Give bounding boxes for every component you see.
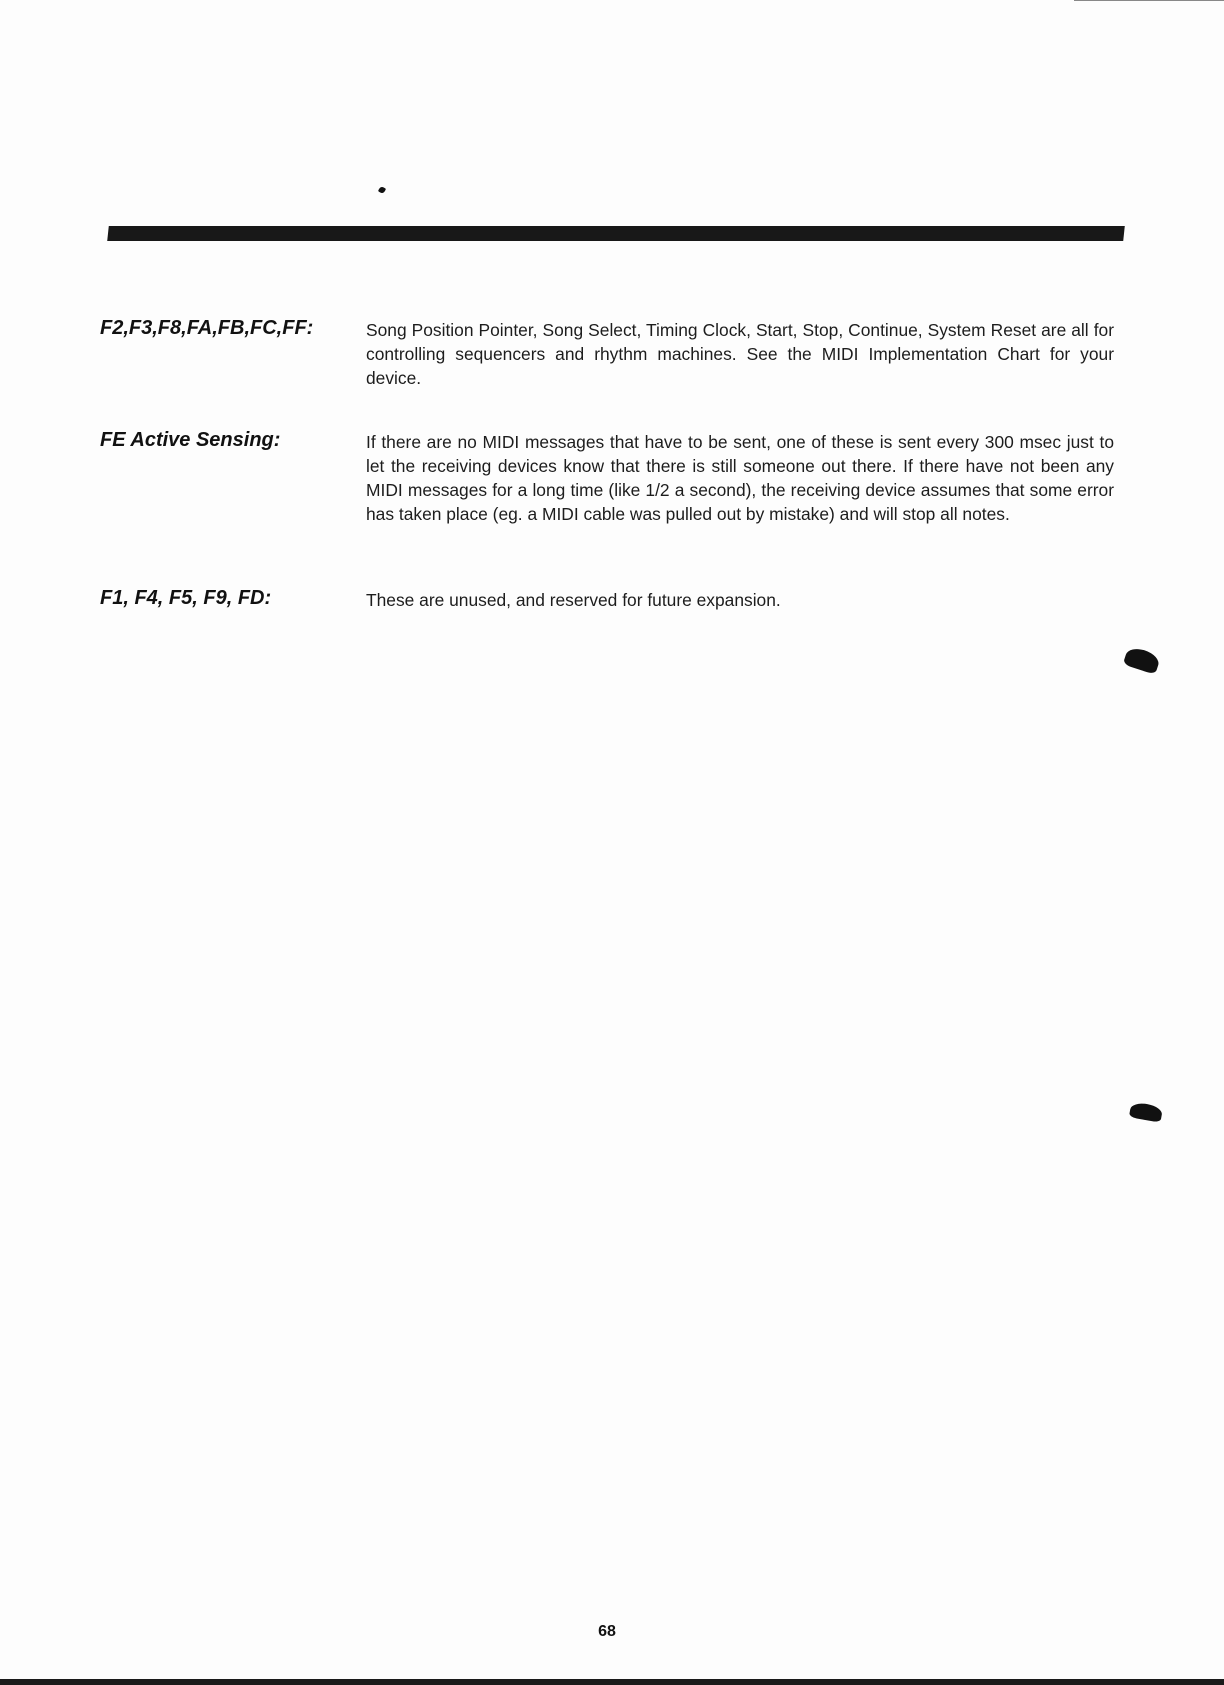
page-number: 68 [598,1623,616,1640]
footer-rule [0,1679,1224,1685]
entry-definition: Song Position Pointer, Song Select, Timing Clock, Start, Stop, Continue, System Reset are all for controlling sequencers and rhythm machines. See the MIDI Implementation Chart for your device. [366,320,1114,388]
binding-hole-mark [1123,645,1162,675]
binding-hole-mark [1129,1101,1163,1122]
scan-edge-line [1074,0,1224,1]
entry-definition: If there are no MIDI messages that have to be sent, one of these is sent every 300 msec just to let the receiving devices know that there is still someone out there. If there have not been any MIDI messages for a long time (like 1/2 a second), the receiving device assumes that some error has taken place (eg. a MIDI cable was pulled out by mistake) and will stop all notes. [366,432,1114,524]
entry-term: F1, F4, F5, F9, FD: [100,587,272,609]
header-rule [107,226,1125,241]
entry-term: F2,F3,F8,FA,FB,FC,FF: [100,317,314,339]
scan-speck [378,186,386,194]
entry-definition: These are unused, and reserved for future expansion. [366,590,781,610]
entry-term: FE Active Sensing: [100,429,281,451]
